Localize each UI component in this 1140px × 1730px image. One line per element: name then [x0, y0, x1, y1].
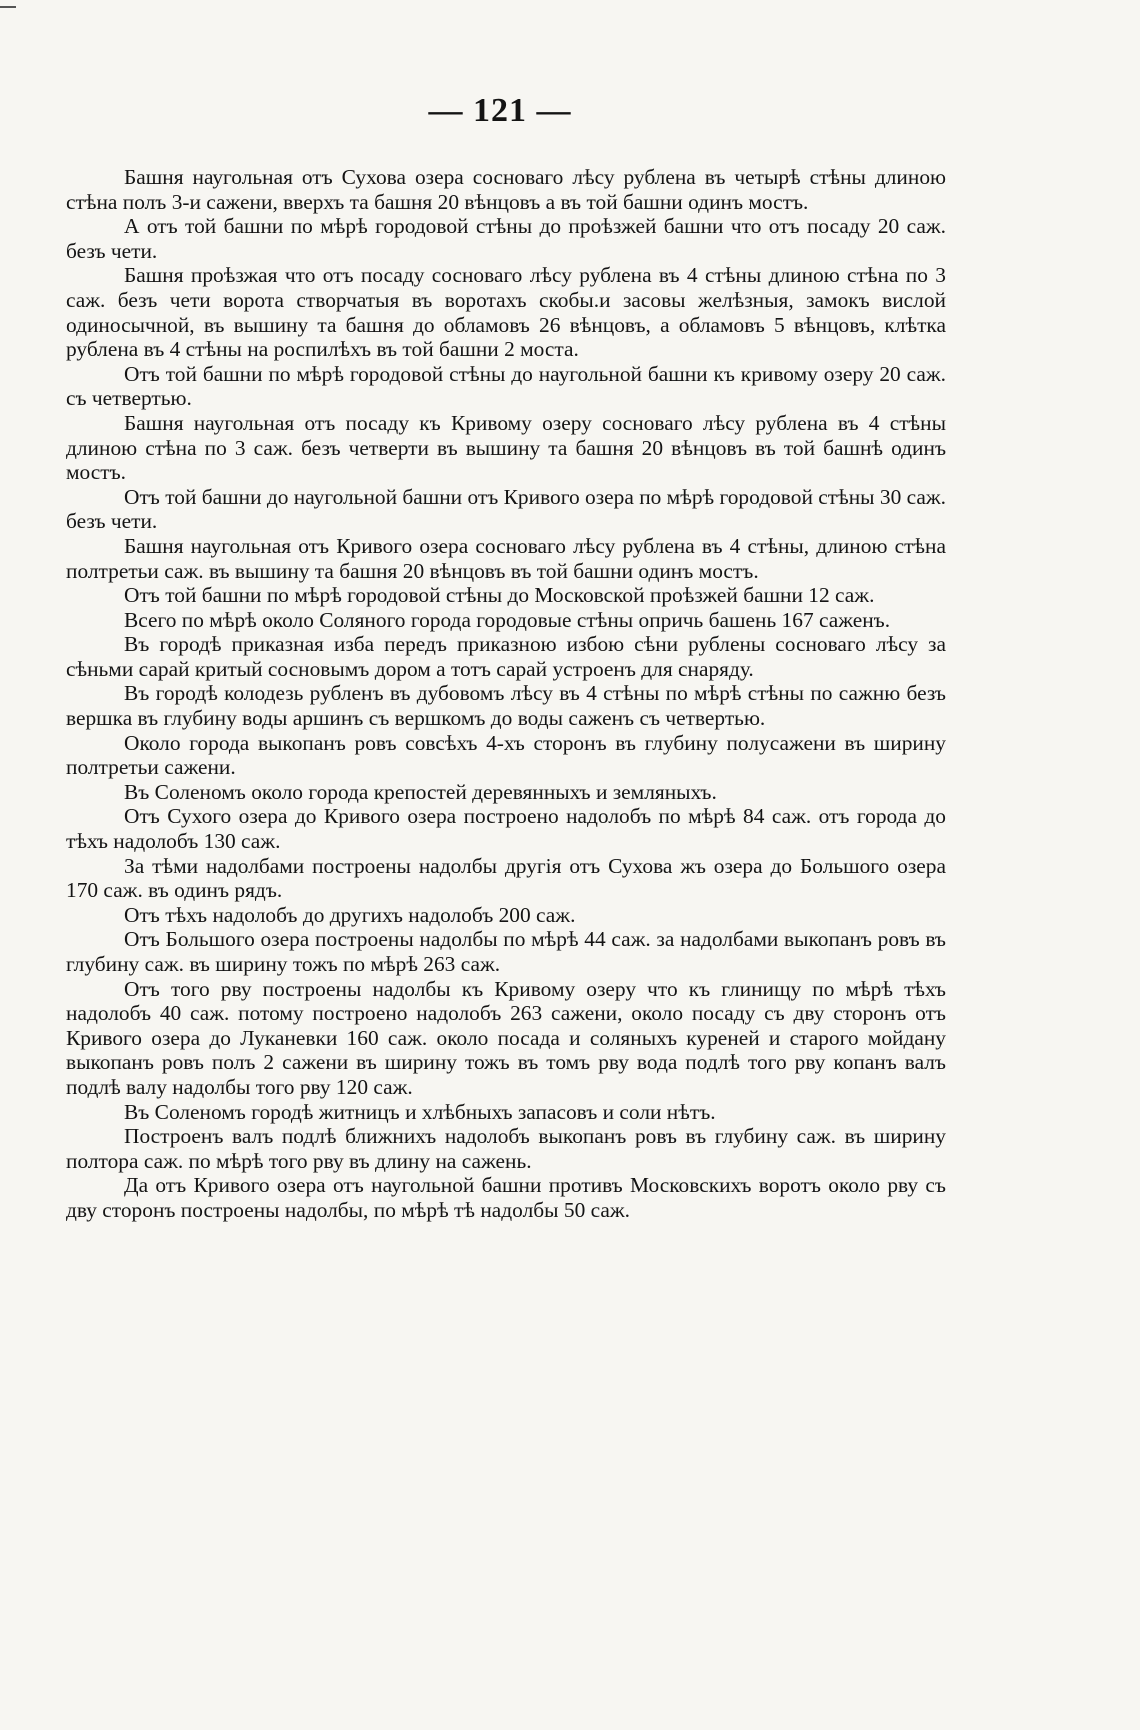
paragraph: Башня проѣзжая что отъ посаду сосноваго лѣсу рублена въ 4 стѣны длиною стѣна по 3 саж. безъ чети ворота створчатыя въ воротахъ скобы.и засовы желѣзныя, замокъ вислой одиносычной, въ вышину та башня до обламовъ 26 вѣнцовъ, а обламовъ 5 вѣнцовъ, клѣтка рублена въ 4 стѣны на роспилѣхъ въ той башни 2 моста.: [66, 263, 946, 362]
paragraph: Въ Соленомъ около города крепостей деревянныхъ и земляныхъ.: [124, 779, 717, 804]
paragraph: Всего по мѣрѣ около Соляного города городовые стѣны опричь башень 167 саженъ.: [124, 607, 891, 632]
paragraph: Въ городѣ колодезь рубленъ въ дубовомъ лѣсу въ 4 стѣны по мѣрѣ стѣны по сажню безъ вершка въ глубину воды аршинъ съ вершкомъ до воды саженъ съ четвертью.: [66, 681, 946, 731]
paragraph: Башня наугольная отъ Сухова озера сосноваго лѣсу рублена въ четырѣ стѣны длиною стѣна полъ 3-и сажени, вверхъ та башня 20 вѣнцовъ а въ той башни одинъ мостъ.: [66, 165, 946, 214]
paragraph: Отъ тѣхъ надолобъ до другихъ надолобъ 200 саж.: [124, 902, 576, 927]
paragraph: Отъ той башни по мѣрѣ городовой стѣны до наугольной башни къ кривому озеру 20 саж. съ четвертью.: [66, 361, 946, 411]
paragraph: За тѣми надолбами построены надолбы другія отъ Сухова жъ озера до Большого озера 170 саж. въ одинъ рядъ.: [66, 853, 946, 903]
paragraph: Построенъ валъ подлѣ ближнихъ надолобъ выкопанъ ровъ въ глубину саж. въ ширину полтора саж. по мѣрѣ того рву въ длину на сажень.: [66, 1124, 946, 1173]
paragraph: Отъ той башни до наугольной башни отъ Кривого озера по мѣрѣ городовой стѣны 30 саж. безъ чети.: [66, 484, 946, 534]
paragraph: Въ городѣ приказная изба передъ приказною избою сѣни рублены сосноваго лѣсу за сѣньми сарай критый сосновымъ дором а тотъ сарай устроенъ для снаряду.: [66, 632, 946, 681]
paragraph: Отъ Сухого озера до Кривого озера построено надолобъ по мѣрѣ 84 саж. отъ города до тѣхъ надолобъ 130 саж.: [66, 804, 946, 854]
scan-mark: [0, 6, 16, 8]
paragraph: Отъ той башни по мѣрѣ городовой стѣны до Московской проѣзжей башни 12 саж.: [124, 583, 875, 608]
paragraph: Да отъ Кривого озера отъ наугольной башни противъ Московскихъ воротъ около рву съ дву сторонъ построены надолбы, по мѣрѣ тѣ надолбы 50 саж.: [66, 1173, 946, 1222]
paragraph: Башня наугольная отъ посаду къ Кривому озеру сосноваго лѣсу рублена въ 4 стѣны длиною стѣна по 3 саж. безъ четверти въ вышину та башня 20 вѣнцовъ въ той башнѣ одинъ мостъ.: [66, 410, 946, 485]
paragraph: Башня наугольная отъ Кривого озера сосноваго лѣсу рублена въ 4 стѣны, длиною стѣна полтретьи саж. въ вышину та башня 20 вѣнцовъ въ той башни одинъ мостъ.: [66, 533, 946, 583]
page-number: — 121 —: [428, 92, 572, 129]
paragraph: Около города выкопанъ ровъ совсѣхъ 4-хъ сторонъ въ глубину полусажени въ ширину полтретьи сажени.: [66, 730, 946, 780]
paragraph: Отъ того рву построены надолбы къ Кривому озеру что къ глинищу по мѣрѣ тѣхъ надолобъ 40 саж. потому построено надолобъ 263 сажени, около посаду съ дву сторонъ отъ Кривого озера до Луканевки 160 саж. около посада и соляныхъ куреней и старого мойдану выкопанъ ровъ полъ 2 сажени въ ширину тожъ въ томъ рву вода подлѣ того рву копанъ валъ подлѣ валу надолбы того рву 120 саж.: [66, 976, 946, 1099]
paragraph: Отъ Большого озера построены надолбы по мѣрѣ 44 саж. за надолбами выкопанъ ровъ въ глубину саж. въ ширину тожъ по мѣрѣ 263 саж.: [66, 927, 946, 976]
paragraph: А отъ той башни по мѣрѣ городовой стѣны до проѣзжей башни что отъ посаду 20 саж. безъ чети.: [66, 214, 946, 263]
paragraph: Въ Соленомъ городѣ житницъ и хлѣбныхъ запасовъ и соли нѣтъ.: [124, 1099, 716, 1124]
document-body: [66, 165, 946, 1223]
